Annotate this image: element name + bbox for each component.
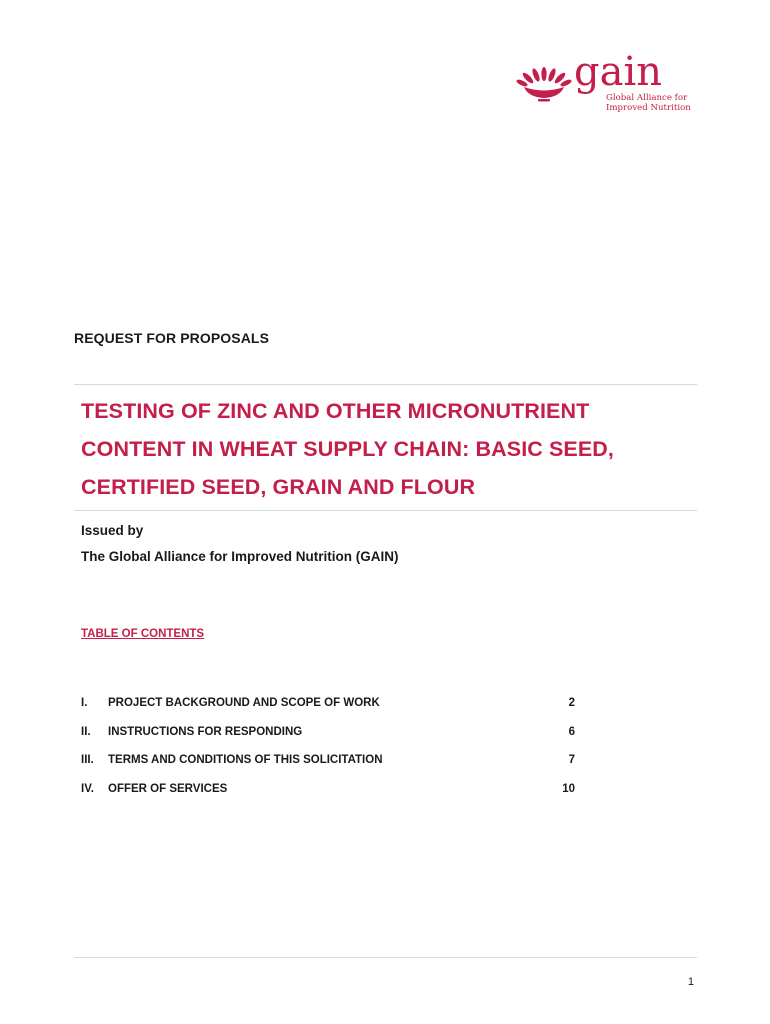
toc-item-page: 7 xyxy=(568,754,575,766)
wheat-bowl-icon xyxy=(516,64,572,104)
issued-by-block xyxy=(81,518,399,570)
title-bottom-divider xyxy=(74,510,697,511)
toc-item-label: INSTRUCTIONS FOR RESPONDING xyxy=(108,725,303,738)
toc-item-label: TERMS AND CONDITIONS OF THIS SOLICITATION xyxy=(108,754,383,766)
toc-item-page: 2 xyxy=(568,697,575,709)
issuer-name: The Global Alliance for Improved Nutrition (GAIN) xyxy=(81,549,399,564)
title-top-divider xyxy=(74,384,697,385)
toc-list xyxy=(81,693,577,807)
toc-item[interactable] xyxy=(81,722,577,751)
toc-item-page: 10 xyxy=(562,782,575,795)
toc-item-page: 6 xyxy=(568,725,575,738)
toc-item-label: PROJECT BACKGROUND AND SCOPE OF WORK xyxy=(108,697,380,709)
toc-item[interactable] xyxy=(81,750,577,779)
gain-logo xyxy=(516,49,691,118)
toc-heading-link[interactable]: TABLE OF CONTENTS xyxy=(81,628,205,640)
page-number: 1 xyxy=(687,976,694,988)
logo-tagline: Global Alliance for Improved Nutrition xyxy=(606,93,691,113)
issued-by-label: Issued by xyxy=(81,523,144,538)
footer-divider xyxy=(74,957,697,958)
logo-wordmark: gain xyxy=(574,49,663,95)
toc-item[interactable] xyxy=(81,779,577,808)
toc-item[interactable] xyxy=(81,693,577,722)
toc-item-number: II. xyxy=(81,725,91,738)
toc-item-number: IV. xyxy=(81,782,95,795)
toc-item-number: I. xyxy=(81,697,88,709)
toc-item-label: OFFER OF SERVICES xyxy=(108,782,228,795)
toc-item-number: III. xyxy=(81,754,94,766)
document-type-label: REQUEST FOR PROPOSALS xyxy=(74,330,270,346)
document-title: TESTING OF ZINC AND OTHER MICRONUTRIENT CONTENT IN WHEAT SUPPLY CHAIN: BASIC SEED, CERTIFIED SEED, GRAIN AND FLOUR xyxy=(81,399,614,499)
